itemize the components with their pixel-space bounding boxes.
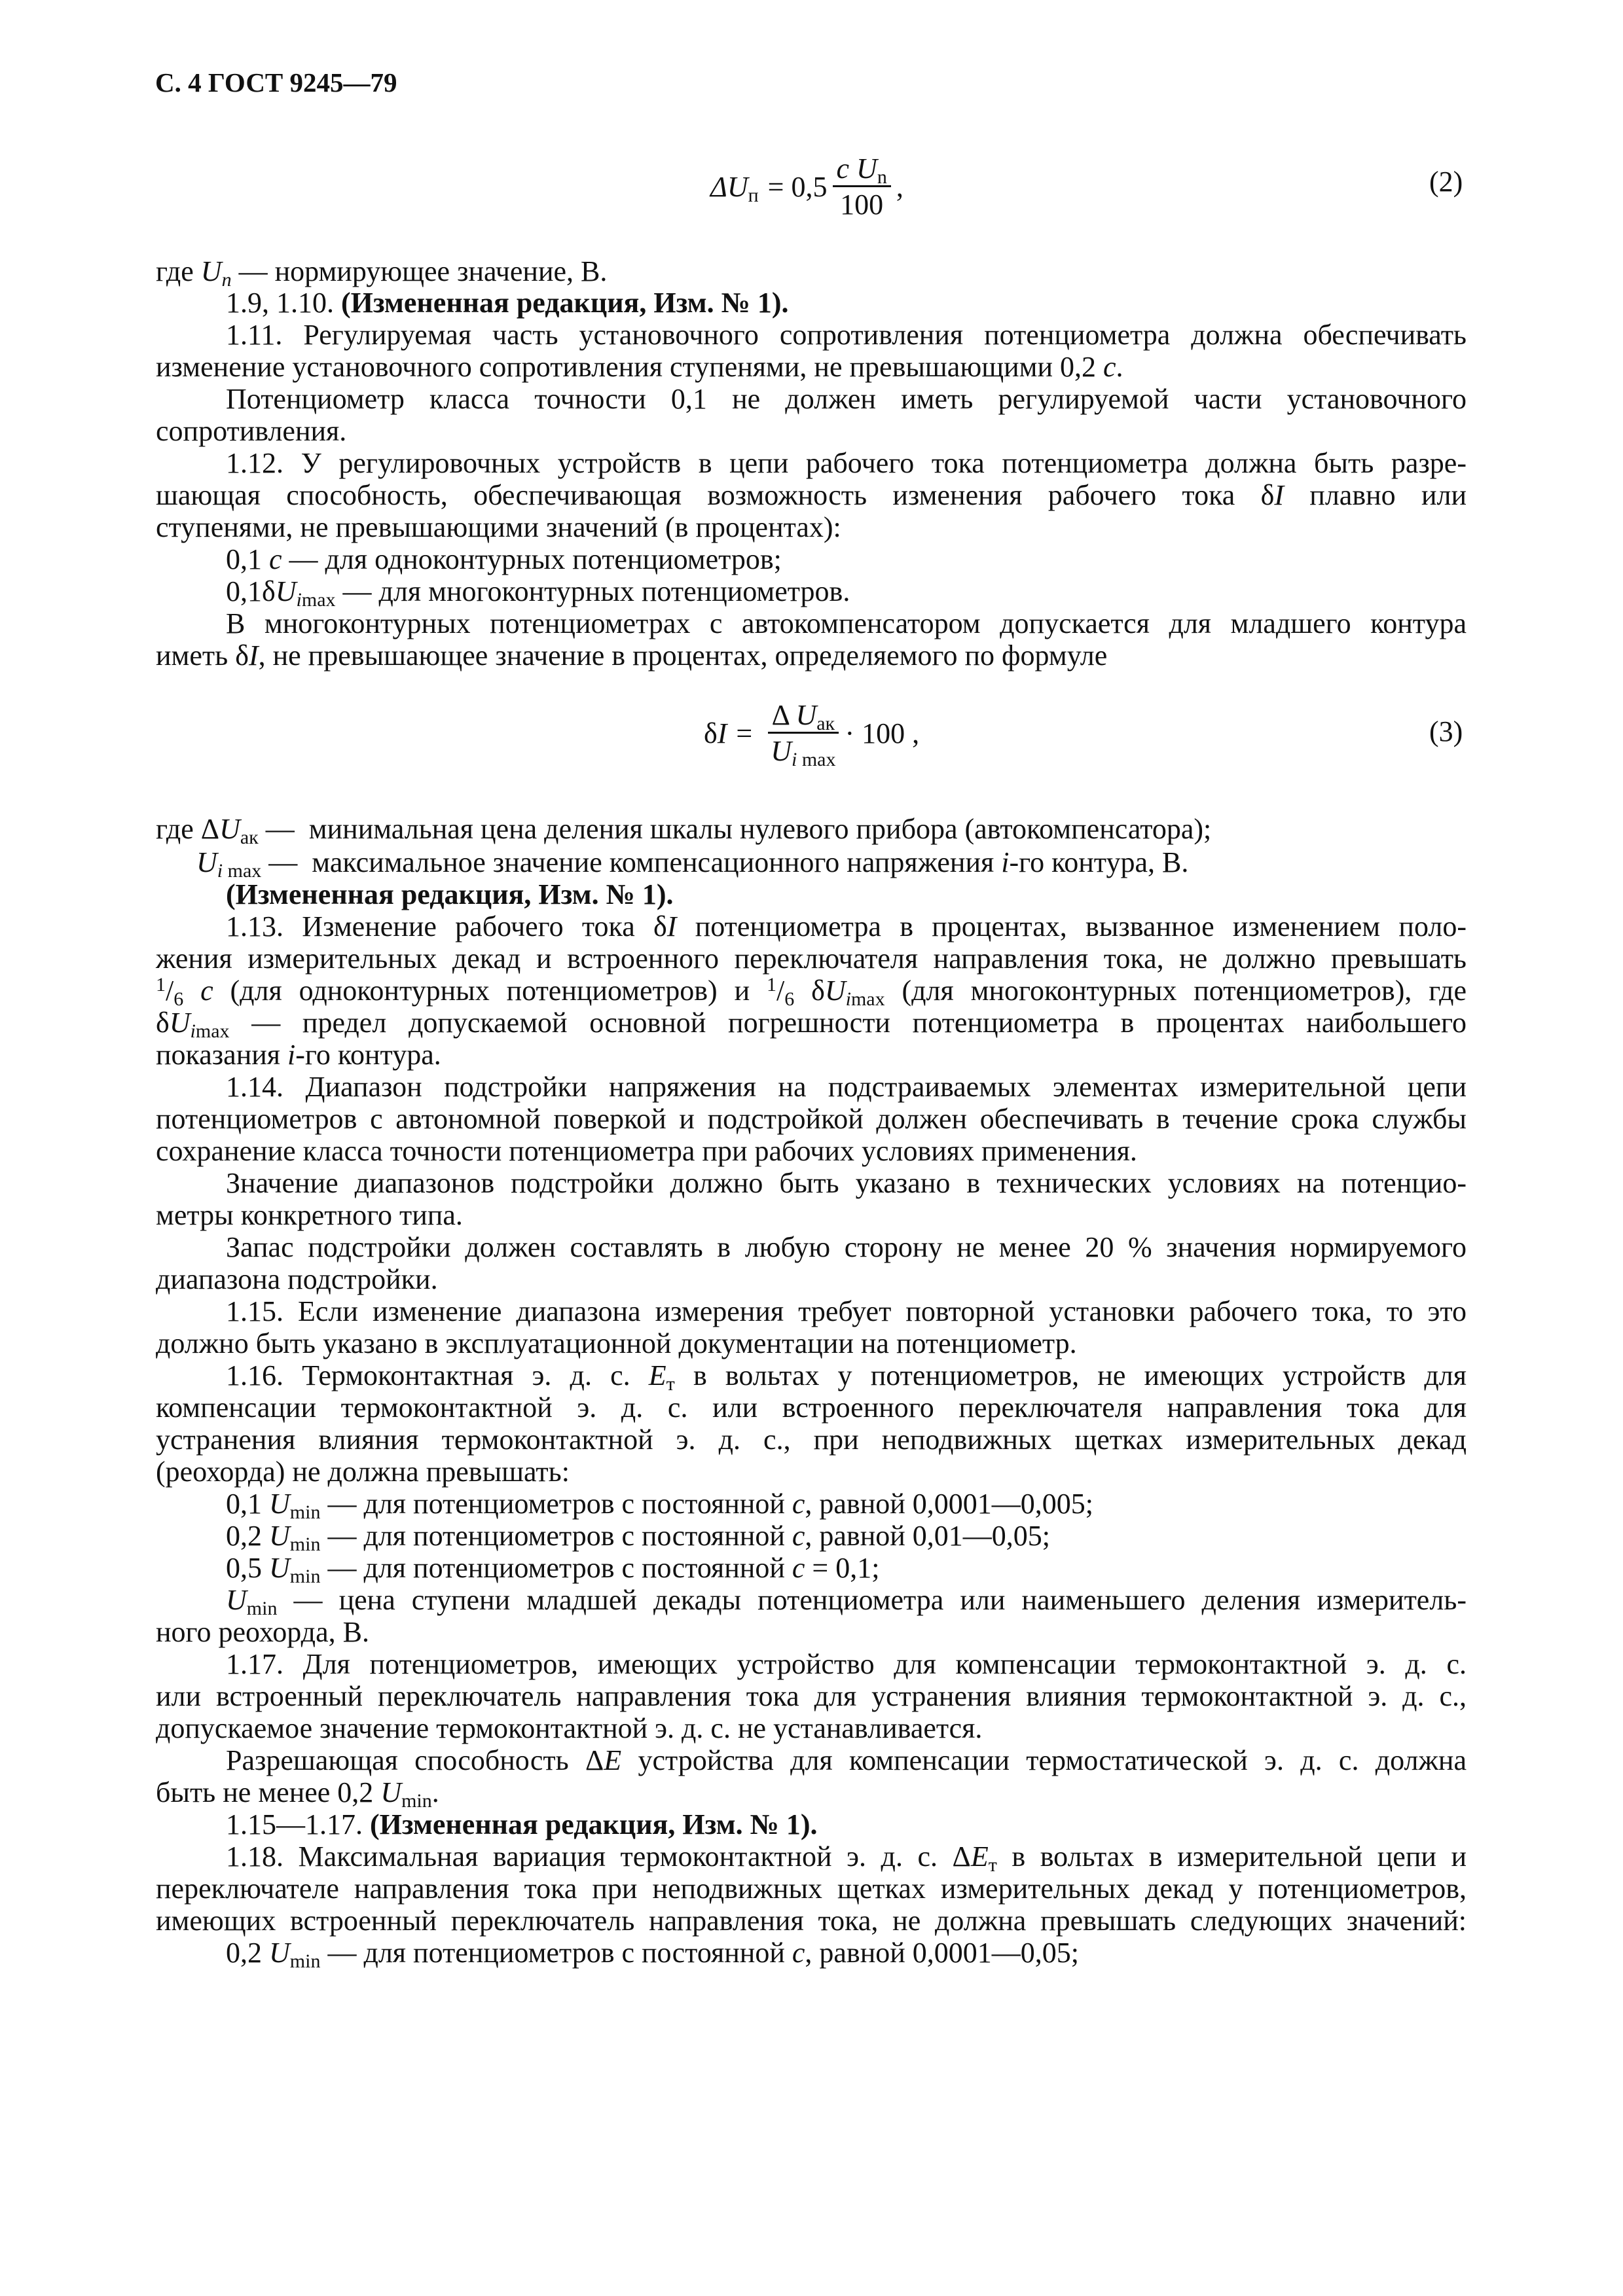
text-line-37: 0,5 $U_{min}$ — для потенциометров с постоянной c = 0,1;	[226, 1552, 880, 1587]
text-line-2: 1.9, 1.10. (Измененная редакция, Изм. № 1).	[226, 287, 789, 319]
text-line-48: имеющих встроенный переключатель направления тока, не должна превышать следующих значений:	[156, 1905, 1467, 1937]
text-line-32: компенсации термоконтактной э. д. с. или встроенного переключателя направления тока для	[156, 1391, 1467, 1424]
text-line-36: 0,2 $U_{min}$ — для потенциометров с постоянной c, равной 0,01—0,05;	[226, 1520, 1051, 1555]
text-line-42: допускаемое значение термоконтактной э. д. с. не устанавливается.	[156, 1712, 983, 1744]
text-line-40: 1.17. Для потенциометров, имеющих устройство для компенсации термоконтактной э. д. с.	[226, 1648, 1467, 1680]
text-line-17: 1.13. Изменение рабочего тока δI потенциометра в процентах, вызванное изменением поло-	[226, 910, 1467, 942]
text-line-23: потенциометров с автономной поверкой и подстройкой должен обеспечивать в течение срока службы	[156, 1103, 1467, 1135]
formula-2-number: (2)	[1429, 166, 1463, 198]
text-line-7: 1.12. У регулировочных устройств в цепи рабочего тока потенциометра должна быть разре-	[226, 447, 1467, 479]
text-line-22: 1.14. Диапазон подстройки напряжения на подстраиваемых элементах измерительной цепи	[226, 1071, 1467, 1103]
text-line-35: 0,1 $U_{min}$ — для потенциометров с постоянной c, равной 0,0001—0,005;	[226, 1488, 1094, 1523]
text-line-16: (Измененная редакция, Изм. № 1).	[226, 878, 674, 910]
formula-3-lhs: δI	[704, 717, 727, 750]
text-line-34: (реохорда) не должна превышать:	[156, 1456, 570, 1488]
text-line-41: или встроенный переключатель направления тока для устранения влияния термоконтактной э. д. с.,	[156, 1680, 1467, 1712]
formula-2-eq: = 0,5	[767, 171, 828, 204]
text-line-14: где $\Delta U_{ак}$ — минимальная цена деления шкалы нулевого прибора (автокомпенсатора);	[156, 813, 1212, 848]
text-line-6: сопротивления.	[156, 415, 347, 447]
text-line-18: жения измерительных декад и встроенного переключателя направления тока, не должно превышать	[156, 942, 1467, 975]
text-line-38: $U_{min}$ — цена ступени младшей декады потенциометра или наименьшего деления измеритель-	[226, 1584, 1467, 1619]
formula-2	[710, 154, 903, 220]
text-line-28: диапазона подстройки.	[156, 1263, 438, 1295]
text-line-29: 1.15. Если изменение диапазона измерения требует повторной установки рабочего тока, то это	[226, 1295, 1467, 1327]
text-line-19: $^1/_6$ c (для одноконтурных потенциометров) и $^1/_6$ $\delta U_{imax}$ (для многоконтурных потенциометров), где	[156, 974, 1467, 1010]
formula-2-tail: ,	[896, 171, 903, 204]
formula-3-eq: =	[736, 717, 753, 750]
formula-3-number: (3)	[1429, 715, 1463, 747]
text-line-46: 1.18. Максимальная вариация термоконтактной э. д. с. $\Delta E_т$ в вольтах в измерительной цепи и	[226, 1840, 1467, 1876]
formula-3-tail: · 100 ,	[845, 717, 920, 750]
formula-2-fraction: $\frac{c U_n}{100}$	[833, 154, 891, 220]
text-line-9: ступенями, не превышающими значений (в процентах):	[156, 511, 841, 543]
text-line-5: Потенциометр класса точности 0,1 не должен иметь регулируемой части установочного	[226, 383, 1467, 415]
text-line-12: В многоконтурных потенциометрах с автокомпенсатором допускается для младшего контура	[226, 607, 1467, 639]
text-line-47: переключателе направления тока при неподвижных щетках измерительных декад у потенциометров,	[156, 1873, 1467, 1905]
text-line-30: должно быть указано в эксплуатационной документации на потенциометр.	[156, 1327, 1077, 1359]
page-header: С. 4 ГОСТ 9245—79	[155, 67, 397, 98]
text-line-1: где $U_n$ — нормирующее значение, В.	[156, 255, 608, 291]
text-line-21: показания i-го контура.	[156, 1039, 441, 1071]
text-line-24: сохранение класса точности потенциометра при рабочих условиях применения.	[156, 1135, 1137, 1167]
text-line-45: 1.15—1.17. (Измененная редакция, Изм. № 1).	[226, 1808, 818, 1840]
text-line-33: устранения влияния термоконтактной э. д. с., при неподвижных щетках измерительных декад	[156, 1424, 1467, 1456]
text-line-8: шающая способность, обеспечивающая возможность изменения рабочего тока δI плавно или	[156, 479, 1467, 511]
text-line-26: метры конкретного типа.	[156, 1199, 463, 1231]
text-line-20: $\delta U_{imax}$ — предел допускаемой основной погрешности потенциометра в процентах наибольшего	[156, 1007, 1467, 1042]
text-line-13: иметь δI, не превышающее значение в процентах, определяемого по формуле	[156, 639, 1108, 672]
text-line-39: ного реохорда, В.	[156, 1616, 369, 1648]
formula-2-lhs: $\Delta U_п$	[710, 171, 759, 207]
text-line-27: Запас подстройки должен составлять в любую сторону не менее 20 % значения нормируемого	[226, 1231, 1467, 1263]
text-line-11: $0,1\delta U_{imax}$ — для многоконтурных потенциометров.	[226, 575, 850, 611]
text-line-15: $U_{i max}$ — максимальное значение компенсационного напряжения i-го контура, В.	[196, 846, 1189, 882]
formula-3-fraction: $\frac{\Delta U_{ак}}{U_{i max}}$	[767, 700, 839, 766]
text-line-43: Разрешающая способность ΔE устройства для компенсации термостатической э. д. с. должна	[226, 1744, 1467, 1776]
text-line-4: изменение установочного сопротивления ступенями, не превышающими 0,2 c.	[156, 351, 1123, 383]
text-line-25: Значение диапазонов подстройки должно быть указано в технических условиях на потенцио-	[226, 1167, 1467, 1199]
text-line-49: 0,2 $U_{min}$ — для потенциометров с постоянной c, равной 0,0001—0,05;	[226, 1937, 1080, 1972]
text-line-31: 1.16. Термоконтактная э. д. с. $E_т$ в вольтах у потенциометров, не имеющих устройств для	[226, 1359, 1467, 1395]
text-line-44: быть не менее 0,2 $U_{min}$.	[156, 1776, 439, 1812]
text-line-10: 0,1 c — для одноконтурных потенциометров;	[226, 543, 782, 575]
formula-3	[704, 699, 920, 771]
text-line-3: 1.11. Регулируемая часть установочного сопротивления потенциометра должна обеспечивать	[226, 319, 1467, 351]
